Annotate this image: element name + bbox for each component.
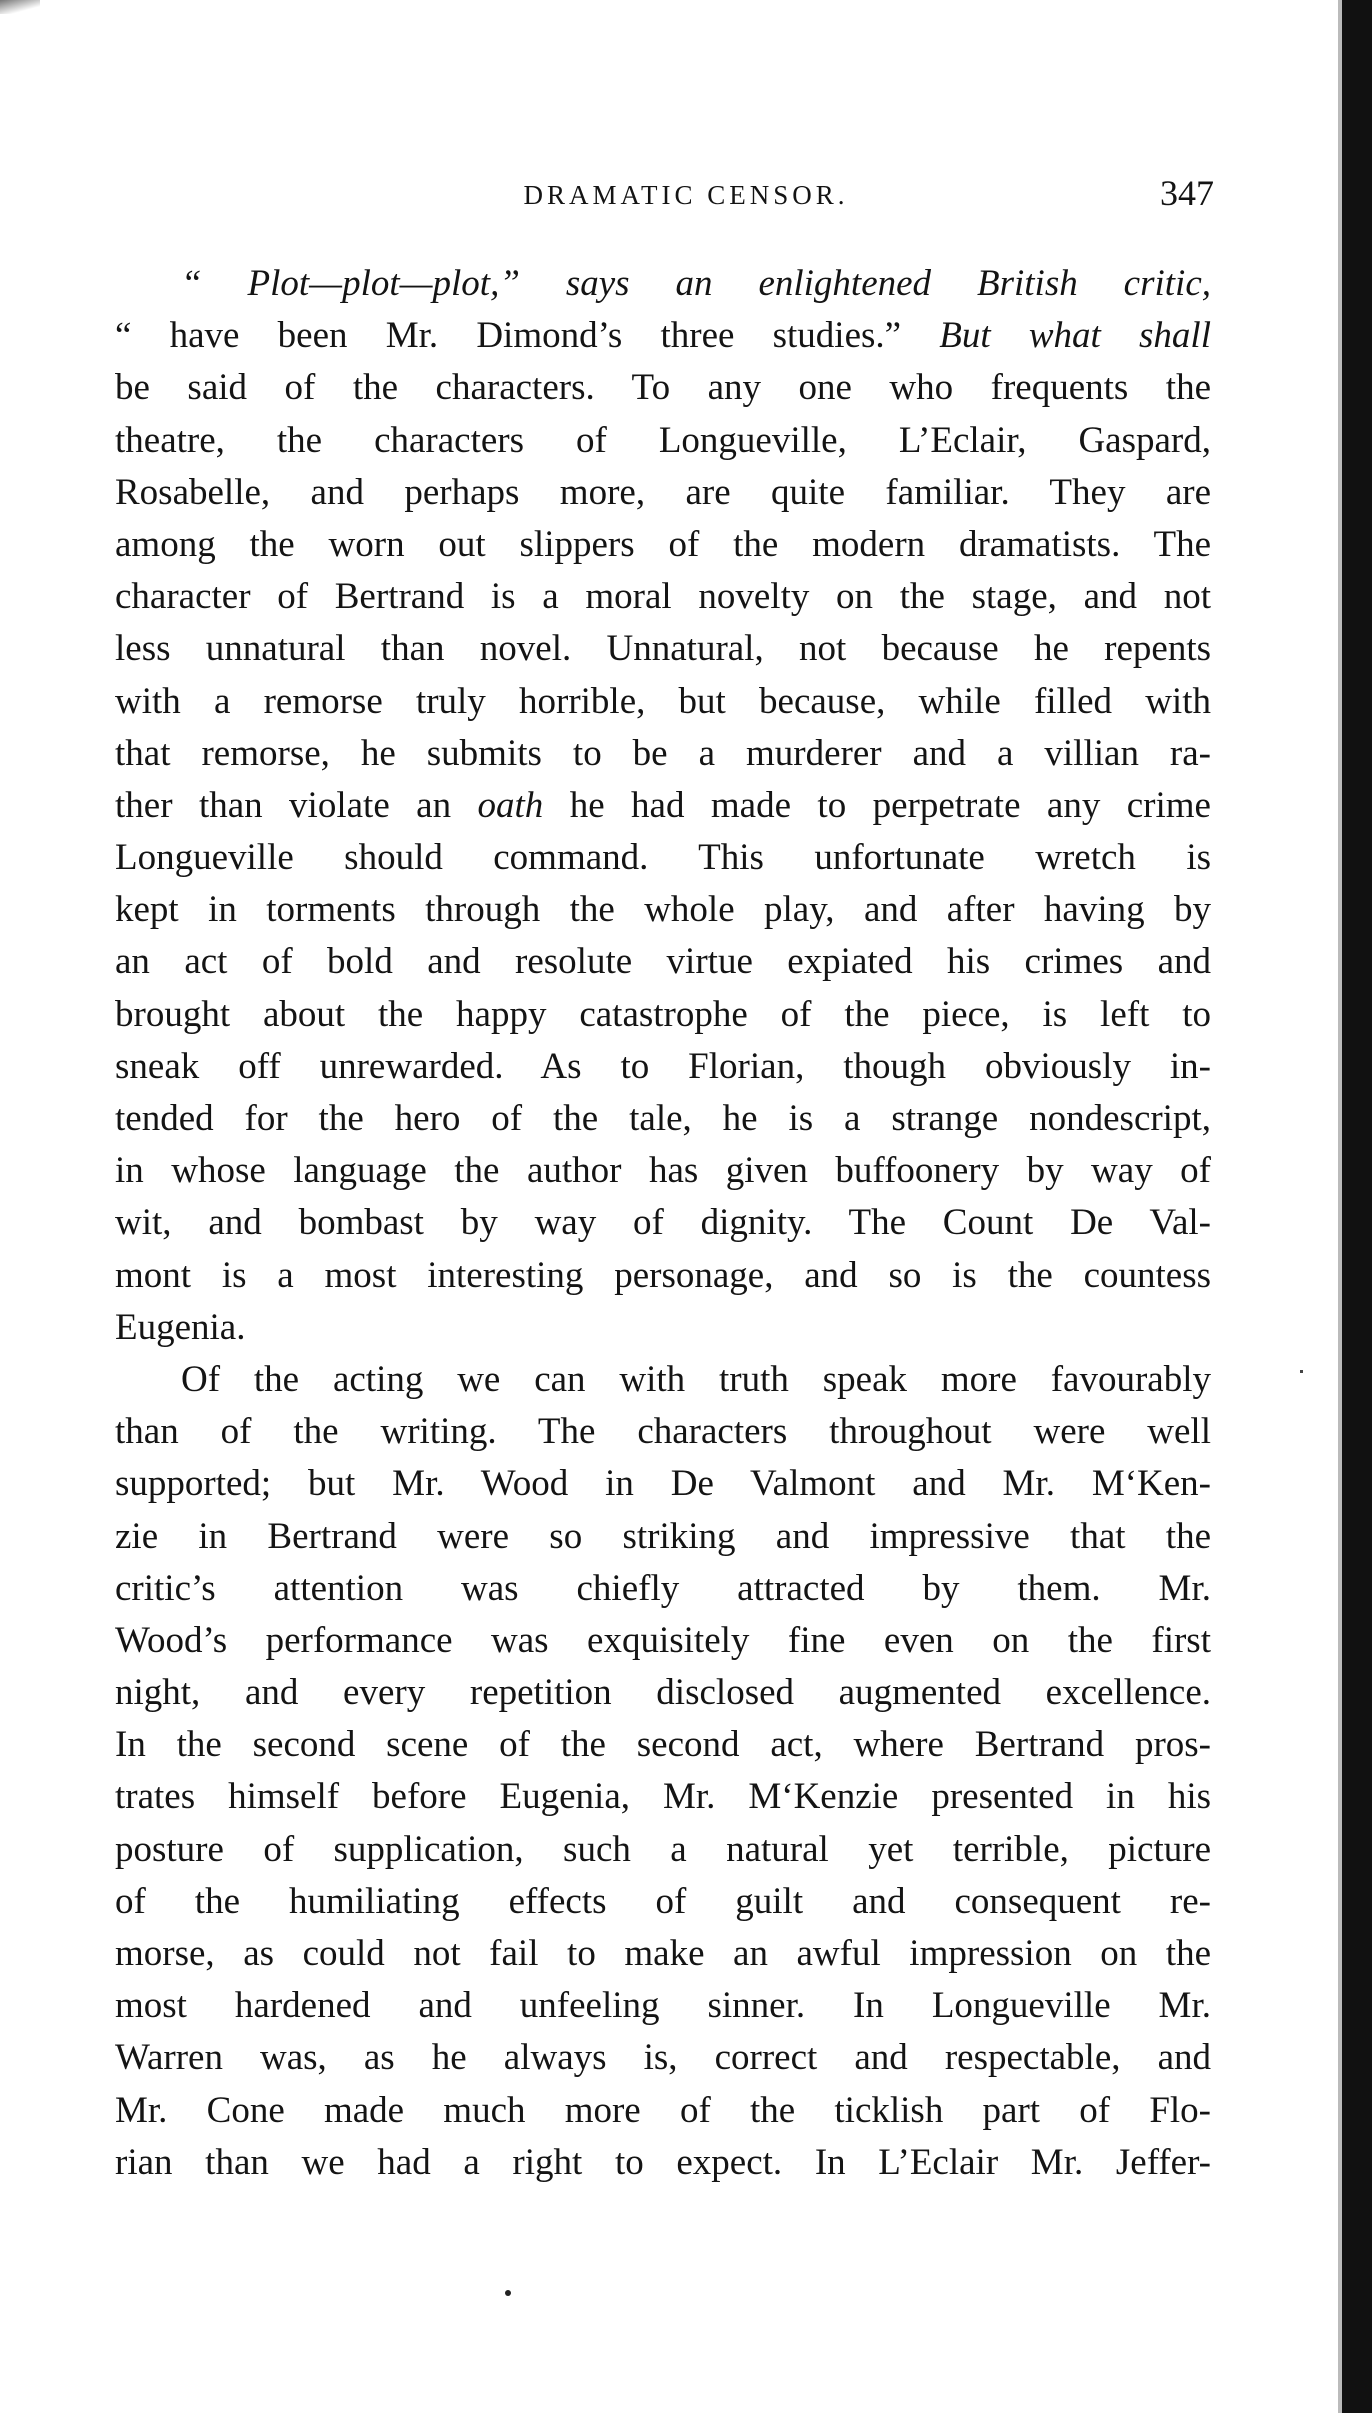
- text-segment: than of the writing. The characters throughout were well: [115, 1411, 1211, 1453]
- text-line: [115, 1615, 1211, 1667]
- text-line: [115, 362, 1211, 414]
- text-line: [115, 728, 1211, 780]
- text-line: [115, 676, 1211, 728]
- text-segment: he had made to perpetrate any crime: [543, 784, 1211, 826]
- text-line: [115, 519, 1211, 571]
- text-segment: character of Bertrand is a moral novelty on the stage, and not: [115, 576, 1211, 618]
- text-line: [115, 1980, 1211, 2032]
- text-line: [115, 467, 1211, 519]
- text-segment: In the second scene of the second act, where Bertrand pros-: [115, 1724, 1211, 1766]
- text-segment: Wood’s performance was exquisitely fine even on the first: [115, 1619, 1211, 1661]
- text-line: [115, 571, 1211, 623]
- text-segment: trates himself before Eugenia, Mr. M‘Kenzie presented in his: [115, 1776, 1211, 1818]
- text-segment: Rosabelle, and perhaps more, are quite familiar. They are: [115, 471, 1211, 513]
- text-line: [115, 1197, 1211, 1249]
- scan-border: [1342, 0, 1372, 2413]
- text-segment: night, and every repetition disclosed augmented excellence.: [115, 1672, 1211, 1714]
- text-line: [115, 884, 1211, 936]
- text-line: [115, 1771, 1211, 1823]
- text-segment: wit, and bombast by way of dignity. The Count De Val-: [115, 1202, 1211, 1244]
- text-segment: zie in Bertrand were so striking and impressive that the: [115, 1515, 1211, 1557]
- text-line: [115, 310, 1211, 362]
- text-line: [115, 415, 1211, 467]
- italic-text: oath: [477, 784, 544, 826]
- text-line: [115, 1667, 1211, 1719]
- text-segment: an act of bold and resolute virtue expiated his crimes and: [115, 941, 1211, 983]
- text-segment: Eugenia.: [115, 1306, 246, 1348]
- text-line: [115, 1406, 1211, 1458]
- text-line: [115, 1302, 1211, 1354]
- text-segment: “ have been Mr. Dimond’s three studies.”: [115, 315, 940, 357]
- text-segment: of the humiliating effects of guilt and consequent re-: [115, 1880, 1211, 1922]
- text-line: [115, 1928, 1211, 1980]
- text-segment: be said of the characters. To any one who frequents the: [115, 367, 1211, 409]
- text-line: [115, 1824, 1211, 1876]
- text-line: [115, 1354, 1211, 1406]
- text-line: [115, 623, 1211, 675]
- text-line: [115, 832, 1211, 884]
- text-line: [115, 1145, 1211, 1197]
- text-line: [115, 2032, 1211, 2084]
- text-segment: critic’s attention was chiefly attracted by them. Mr.: [115, 1567, 1211, 1609]
- text-segment: with a remorse truly horrible, but because, while filled with: [115, 680, 1211, 722]
- text-line: [115, 989, 1211, 1041]
- text-segment: Longueville should command. This unfortunate wretch is: [115, 837, 1211, 879]
- text-line: [115, 1250, 1211, 1302]
- text-line: [115, 1563, 1211, 1615]
- text-segment: sneak off unrewarded. As to Florian, though obviously in-: [115, 1045, 1211, 1087]
- page-number: 347: [1160, 173, 1214, 213]
- ink-speck: [1300, 1370, 1303, 1373]
- text-segment: among the worn out slippers of the modern dramatists. The: [115, 523, 1211, 565]
- text-segment: mont is a most interesting personage, and so is the countess: [115, 1254, 1211, 1296]
- text-segment: morse, as could not fail to make an awful impression on the: [115, 1933, 1211, 1974]
- text-segment: in whose language the author has given buffoonery by way of: [115, 1150, 1211, 1192]
- text-segment: posture of supplication, such a natural yet terrible, picture: [115, 1828, 1211, 1870]
- text-segment: Of the acting we can with truth speak more favourably: [181, 1358, 1211, 1400]
- text-line: [115, 1876, 1211, 1928]
- text-segment: less unnatural than novel. Unnatural, not because he repents: [115, 628, 1211, 670]
- text-segment: Warren was, as he always is, correct and respectable, and: [115, 2037, 1211, 2079]
- text-line: [115, 1093, 1211, 1145]
- text-segment: tended for the hero of the tale, he is a strange nondescript,: [115, 1098, 1211, 1139]
- text-segment: theatre, the characters of Longueville, L’Eclair, Gaspard,: [115, 419, 1211, 461]
- text-segment: supported; but Mr. Wood in De Valmont and Mr. M‘Ken-: [115, 1463, 1211, 1505]
- text-line: [115, 2137, 1211, 2189]
- text-segment: Mr. Cone made much more of the ticklish part of Flo-: [115, 2089, 1211, 2131]
- text-segment: that remorse, he submits to be a murderer and a villian ra-: [115, 732, 1211, 774]
- text-line: [115, 258, 1211, 310]
- text-line: [115, 1511, 1211, 1563]
- text-line: [115, 1458, 1211, 1510]
- text-segment: brought about the happy catastrophe of the piece, is left to: [115, 993, 1211, 1035]
- text-segment: rian than we had a right to expect. In L’Eclair Mr. Jeffer-: [115, 2141, 1211, 2183]
- page-body: [115, 258, 1211, 2189]
- text-line: [115, 1041, 1211, 1093]
- running-title: DRAMATIC CENSOR.: [523, 180, 849, 210]
- page-corner-shadow: [0, 0, 40, 14]
- italic-text: “ Plot—plot—plot,” says an enlightened British critic,: [181, 263, 1211, 304]
- italic-text: But what shall: [939, 315, 1211, 357]
- text-segment: ther than violate an: [115, 784, 478, 826]
- text-line: [115, 780, 1211, 832]
- text-line: [115, 936, 1211, 988]
- text-line: [115, 2085, 1211, 2137]
- ink-dot: [505, 2290, 511, 2296]
- text-line: [115, 1719, 1211, 1771]
- text-segment: kept in torments through the whole play, and after having by: [115, 889, 1211, 931]
- text-segment: most hardened and unfeeling sinner. In Longueville Mr.: [115, 1985, 1211, 2027]
